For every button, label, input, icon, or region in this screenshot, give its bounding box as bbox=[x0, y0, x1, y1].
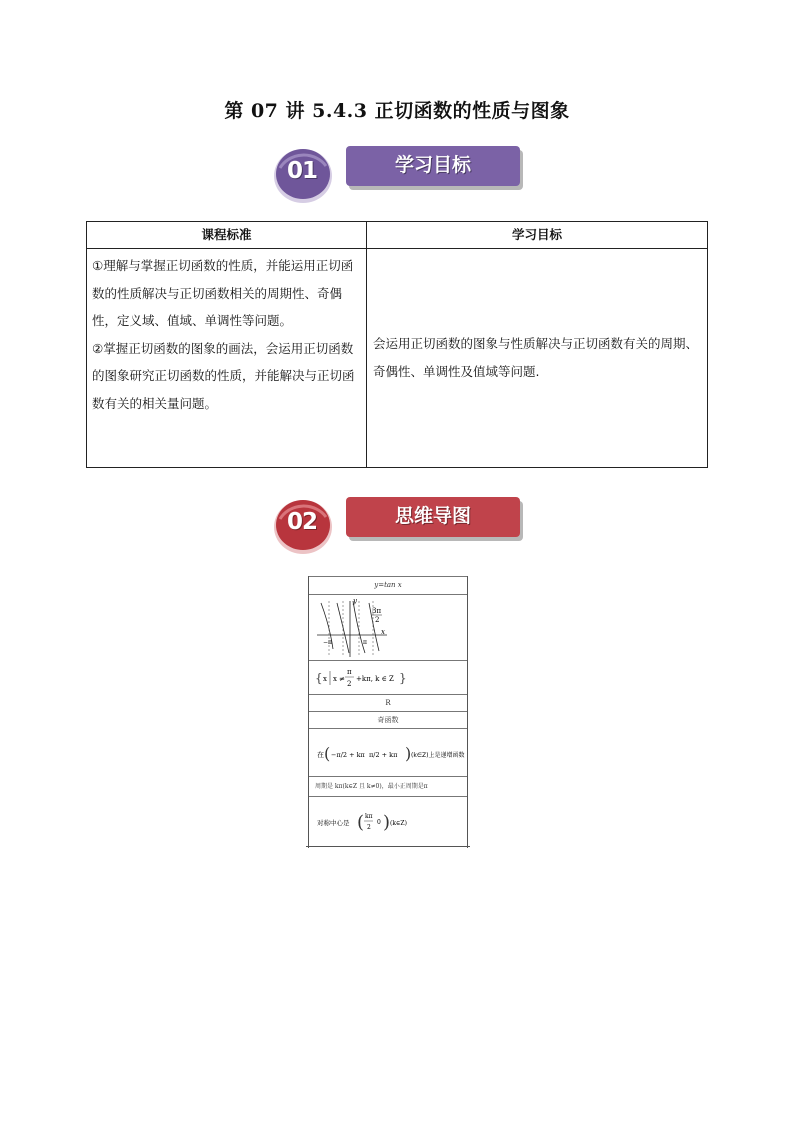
domain-neq: x ≠ bbox=[333, 675, 346, 683]
header-standard: 课程标准 bbox=[87, 222, 367, 249]
section-title: 学习目标 bbox=[394, 154, 471, 176]
mind-map-parity bbox=[309, 711, 467, 729]
domain-den: 2 bbox=[347, 680, 352, 688]
header-goal: 学习目标 bbox=[367, 222, 708, 249]
standard-item-1: ①理解与掌握正切函数的性质，并能运用正切函数的性质解决与正切函数相关的周期性、奇偶性，定义域、值域、单调性等问题。 bbox=[92, 258, 354, 328]
domain-num: π bbox=[347, 668, 352, 676]
period-value: 周期是 kπ(k∈Z 且 k≠0)，最小正周期是π bbox=[315, 783, 428, 790]
section-number: 02 bbox=[286, 509, 317, 535]
table-header-row bbox=[87, 222, 708, 249]
svg-text:(: ( bbox=[324, 744, 331, 763]
mind-map-header bbox=[309, 576, 467, 595]
symmetry-formula bbox=[309, 797, 467, 847]
parity-value: 奇函数 bbox=[377, 716, 399, 724]
section-title-bar bbox=[346, 146, 520, 186]
page-title: 第 07 讲 5.4.3 正切函数的性质与图象 bbox=[224, 100, 570, 122]
x-label: x bbox=[381, 628, 385, 636]
tick-pi: π bbox=[363, 639, 367, 646]
tick-neg-pi: −π bbox=[323, 639, 332, 646]
sym-den: 2 bbox=[367, 824, 371, 831]
domain-formula bbox=[309, 661, 467, 695]
goal-cell: 会运用正切函数的图象与性质解决与正切函数有关的周期、奇偶性、单调性及值域等问题. bbox=[367, 249, 708, 468]
mind-map-range bbox=[309, 694, 467, 712]
mind-map-figure bbox=[308, 576, 468, 848]
mind-map-graph bbox=[309, 594, 467, 661]
label-3pi: 3π bbox=[372, 607, 382, 615]
sym-prefix: 对称中心是 bbox=[317, 819, 350, 827]
section-banner-learning-goals bbox=[272, 144, 524, 204]
function-label: y=tan x bbox=[374, 581, 402, 589]
mind-map-monotonic bbox=[309, 728, 467, 777]
table-row bbox=[87, 249, 708, 468]
goals-table bbox=[86, 221, 708, 468]
mono-right: π/2 + kπ bbox=[369, 751, 398, 759]
monotonic-formula bbox=[309, 729, 467, 777]
section-number: 01 bbox=[286, 158, 317, 184]
svg-text:): ) bbox=[405, 744, 412, 763]
mono-prefix: 在 bbox=[317, 751, 324, 759]
mind-map-symmetry bbox=[309, 796, 467, 847]
sym-suffix: (k∈Z) bbox=[390, 820, 407, 827]
mind-map-period bbox=[309, 776, 467, 796]
svg-text:(: ( bbox=[357, 812, 365, 833]
range-value: R bbox=[385, 699, 391, 707]
sym-num: kπ bbox=[365, 813, 373, 820]
section-title: 思维导图 bbox=[394, 505, 471, 527]
y-label: y bbox=[353, 597, 357, 605]
domain-rest: +kπ, k ∈ Z bbox=[356, 675, 394, 683]
tangent-graph bbox=[309, 595, 467, 661]
section-banner-mind-map bbox=[272, 495, 524, 555]
section-title-bar bbox=[346, 497, 520, 537]
standard-item-2: ②掌握正切函数的图象的画法，会运用正切函数的图象研究正切函数的性质，并能解决与正切函数有关的相关量问题。 bbox=[92, 340, 355, 411]
svg-text:): ) bbox=[383, 812, 391, 833]
svg-text:}: } bbox=[399, 671, 407, 685]
label-2: 2 bbox=[375, 616, 380, 624]
domain-var: x bbox=[323, 675, 327, 683]
sym-zero: 0 bbox=[377, 819, 381, 826]
mind-map-bottom-rule bbox=[306, 846, 470, 847]
mono-left: −π/2 + kπ bbox=[331, 751, 365, 759]
mind-map-domain bbox=[309, 660, 467, 695]
standard-cell bbox=[87, 249, 367, 468]
mono-suffix: (k∈Z)上是递增函数 bbox=[411, 752, 465, 759]
svg-text:{: { bbox=[315, 671, 323, 685]
